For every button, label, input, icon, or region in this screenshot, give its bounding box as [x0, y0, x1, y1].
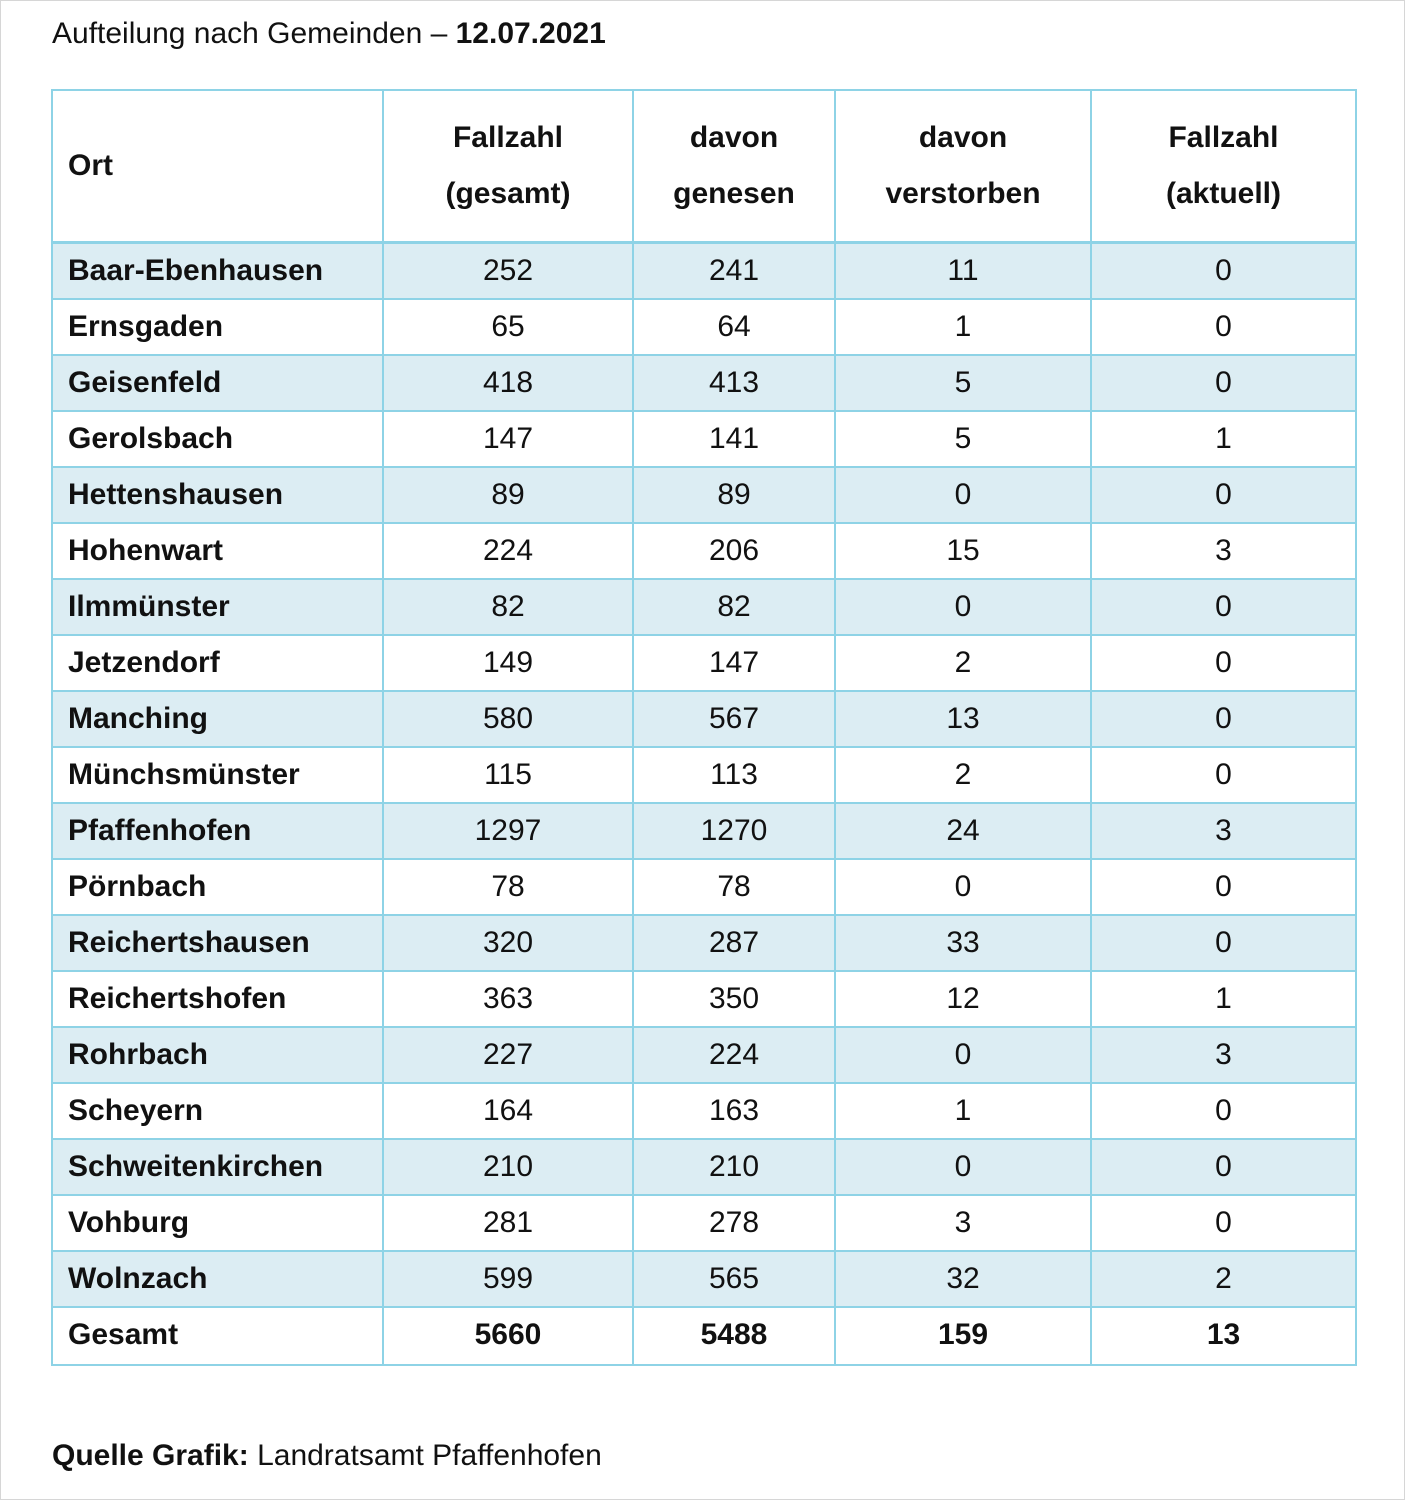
cell-genesen: 78 [633, 859, 835, 915]
table-row [52, 747, 1356, 803]
cell-fallzahl-aktuell: 3 [1091, 803, 1356, 859]
cell-genesen: 350 [633, 971, 835, 1027]
table-row [52, 803, 1356, 859]
cell-fallzahl-gesamt: 115 [383, 747, 633, 803]
table-header-row [52, 90, 1356, 243]
cell-genesen: 64 [633, 299, 835, 355]
cell-fallzahl-aktuell: 1 [1091, 971, 1356, 1027]
cell-fallzahl-aktuell: 0 [1091, 747, 1356, 803]
cell-fallzahl-aktuell: 0 [1091, 299, 1356, 355]
cell-fallzahl-gesamt: 281 [383, 1195, 633, 1251]
cell-fallzahl-gesamt: 65 [383, 299, 633, 355]
cell-verstorben: 32 [835, 1251, 1091, 1307]
heading-date: 12.07.2021 [455, 17, 606, 50]
cell-genesen: 413 [633, 355, 835, 411]
cell-ort: Pfaffenhofen [52, 803, 383, 859]
cell-fallzahl-gesamt: 78 [383, 859, 633, 915]
cell-genesen: 141 [633, 411, 835, 467]
cell-fallzahl-gesamt: 418 [383, 355, 633, 411]
cell-fallzahl-gesamt: 227 [383, 1027, 633, 1083]
cell-genesen: 1270 [633, 803, 835, 859]
page-heading [52, 14, 606, 54]
header-verstorben-line2: verstorben [885, 177, 1041, 210]
cell-ort: Schweitenkirchen [52, 1139, 383, 1195]
total-verstorben: 159 [835, 1307, 1091, 1365]
table-row [52, 859, 1356, 915]
cell-ort: Baar-Ebenhausen [52, 243, 383, 300]
table-row [52, 467, 1356, 523]
cell-verstorben: 3 [835, 1195, 1091, 1251]
table-row [52, 299, 1356, 355]
header-ort: Ort [52, 90, 383, 243]
cell-verstorben: 0 [835, 1139, 1091, 1195]
cell-ort: Wolnzach [52, 1251, 383, 1307]
cell-verstorben: 1 [835, 299, 1091, 355]
cell-fallzahl-gesamt: 252 [383, 243, 633, 300]
cell-fallzahl-aktuell: 0 [1091, 1195, 1356, 1251]
cell-fallzahl-aktuell: 1 [1091, 411, 1356, 467]
cell-ort: Reichertshofen [52, 971, 383, 1027]
cell-genesen: 163 [633, 1083, 835, 1139]
header-fallzahl-aktuell [1091, 90, 1356, 243]
cell-fallzahl-gesamt: 147 [383, 411, 633, 467]
cell-genesen: 287 [633, 915, 835, 971]
cell-ort: Münchsmünster [52, 747, 383, 803]
cell-fallzahl-gesamt: 210 [383, 1139, 633, 1195]
cell-fallzahl-aktuell: 3 [1091, 523, 1356, 579]
cell-ort: Hohenwart [52, 523, 383, 579]
cell-genesen: 567 [633, 691, 835, 747]
table-body [52, 243, 1356, 1366]
header-fallzahl-gesamt [383, 90, 633, 243]
heading-text: Aufteilung nach Gemeinden – [52, 17, 456, 50]
cell-fallzahl-gesamt: 149 [383, 635, 633, 691]
cell-fallzahl-gesamt: 363 [383, 971, 633, 1027]
cell-genesen: 206 [633, 523, 835, 579]
total-fallzahl-gesamt: 5660 [383, 1307, 633, 1365]
total-ort: Gesamt [52, 1307, 383, 1365]
table-row [52, 1027, 1356, 1083]
cell-verstorben: 0 [835, 1027, 1091, 1083]
cell-fallzahl-gesamt: 320 [383, 915, 633, 971]
cell-fallzahl-gesamt: 1297 [383, 803, 633, 859]
header-verstorben-line1: davon [918, 121, 1008, 154]
cell-genesen: 82 [633, 579, 835, 635]
cell-verstorben: 0 [835, 579, 1091, 635]
cell-ort: Manching [52, 691, 383, 747]
cell-verstorben: 13 [835, 691, 1091, 747]
cases-by-municipality-table [51, 89, 1357, 1366]
cell-ort: Pörnbach [52, 859, 383, 915]
total-fallzahl-aktuell: 13 [1091, 1307, 1356, 1365]
cell-genesen: 565 [633, 1251, 835, 1307]
cell-fallzahl-aktuell: 3 [1091, 1027, 1356, 1083]
header-fallzahl-aktuell-line2: (aktuell) [1165, 177, 1282, 210]
header-fallzahl-gesamt-line1: Fallzahl [452, 121, 564, 154]
cell-fallzahl-aktuell: 0 [1091, 467, 1356, 523]
cell-verstorben: 11 [835, 243, 1091, 300]
header-verstorben [835, 90, 1091, 243]
source-note [52, 1436, 602, 1476]
cell-ort: Scheyern [52, 1083, 383, 1139]
table-total-row [52, 1307, 1356, 1365]
table-row [52, 691, 1356, 747]
cell-verstorben: 33 [835, 915, 1091, 971]
cell-ort: Gerolsbach [52, 411, 383, 467]
cell-ort: Jetzendorf [52, 635, 383, 691]
cell-genesen: 113 [633, 747, 835, 803]
cell-verstorben: 0 [835, 859, 1091, 915]
table-row [52, 411, 1356, 467]
table-row [52, 1251, 1356, 1307]
cell-fallzahl-aktuell: 0 [1091, 635, 1356, 691]
cell-fallzahl-gesamt: 224 [383, 523, 633, 579]
cell-fallzahl-aktuell: 2 [1091, 1251, 1356, 1307]
table-row [52, 1195, 1356, 1251]
cell-fallzahl-aktuell: 0 [1091, 243, 1356, 300]
cell-fallzahl-gesamt: 599 [383, 1251, 633, 1307]
cell-ort: Ernsgaden [52, 299, 383, 355]
cell-genesen: 147 [633, 635, 835, 691]
table-row [52, 523, 1356, 579]
cell-verstorben: 2 [835, 747, 1091, 803]
total-genesen: 5488 [633, 1307, 835, 1365]
cell-ort: Reichertshausen [52, 915, 383, 971]
table-row [52, 971, 1356, 1027]
source-text: Landratsamt Pfaffenhofen [248, 1439, 602, 1472]
cell-genesen: 278 [633, 1195, 835, 1251]
table-row [52, 1083, 1356, 1139]
cell-verstorben: 1 [835, 1083, 1091, 1139]
cell-verstorben: 5 [835, 411, 1091, 467]
table-row [52, 579, 1356, 635]
cell-genesen: 241 [633, 243, 835, 300]
cell-verstorben: 2 [835, 635, 1091, 691]
cell-fallzahl-gesamt: 89 [383, 467, 633, 523]
cell-fallzahl-gesamt: 82 [383, 579, 633, 635]
cell-ort: Vohburg [52, 1195, 383, 1251]
cell-fallzahl-aktuell: 0 [1091, 355, 1356, 411]
header-genesen-line2: genesen [673, 177, 795, 210]
cell-verstorben: 12 [835, 971, 1091, 1027]
cell-fallzahl-aktuell: 0 [1091, 1083, 1356, 1139]
cell-fallzahl-aktuell: 0 [1091, 915, 1356, 971]
cell-fallzahl-gesamt: 164 [383, 1083, 633, 1139]
header-genesen [633, 90, 835, 243]
table-row [52, 1139, 1356, 1195]
header-genesen-line1: davon [689, 121, 779, 154]
table-row [52, 915, 1356, 971]
header-fallzahl-aktuell-line1: Fallzahl [1168, 121, 1279, 154]
table-row [52, 243, 1356, 300]
cell-verstorben: 0 [835, 467, 1091, 523]
cell-fallzahl-aktuell: 0 [1091, 859, 1356, 915]
table-row [52, 355, 1356, 411]
cell-ort: Geisenfeld [52, 355, 383, 411]
table-row [52, 635, 1356, 691]
cell-genesen: 224 [633, 1027, 835, 1083]
cell-fallzahl-aktuell: 0 [1091, 1139, 1356, 1195]
cell-ort: Ilmmünster [52, 579, 383, 635]
header-fallzahl-gesamt-line2: (gesamt) [445, 177, 571, 210]
cell-genesen: 89 [633, 467, 835, 523]
cell-ort: Hettenshausen [52, 467, 383, 523]
cell-verstorben: 24 [835, 803, 1091, 859]
cell-verstorben: 5 [835, 355, 1091, 411]
source-label: Quelle Grafik: [52, 1439, 249, 1472]
cell-genesen: 210 [633, 1139, 835, 1195]
cell-verstorben: 15 [835, 523, 1091, 579]
cell-fallzahl-gesamt: 580 [383, 691, 633, 747]
cell-ort: Rohrbach [52, 1027, 383, 1083]
cell-fallzahl-aktuell: 0 [1091, 691, 1356, 747]
cell-fallzahl-aktuell: 0 [1091, 579, 1356, 635]
